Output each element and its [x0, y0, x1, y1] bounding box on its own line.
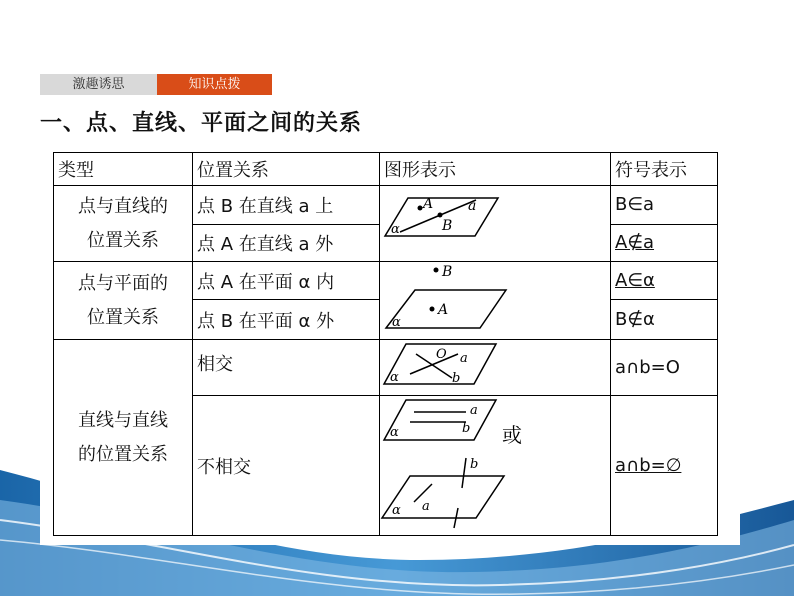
type-line-line-l2: 的位置关系: [78, 443, 168, 465]
label-a: a: [470, 403, 478, 418]
label-a: a: [460, 351, 468, 366]
relation-cell: 相交: [193, 340, 380, 396]
label-alpha: α: [390, 425, 399, 440]
symbol-cell: B∉α: [611, 300, 718, 340]
symbol-cell: a∩b=O: [611, 340, 718, 396]
type-point-plane-l2: 位置关系: [87, 306, 159, 328]
figure-point-plane: [380, 262, 611, 340]
label-a: a: [422, 499, 430, 514]
label-alpha: α: [390, 370, 399, 385]
header-relation: 位置关系: [193, 153, 380, 186]
section-title: 一、点、直线、平面之间的关系: [40, 111, 363, 136]
label-b: b: [470, 457, 479, 472]
type-line-line-l1: 直线与直线: [78, 409, 168, 431]
type-point-line-l2: 位置关系: [87, 229, 159, 251]
symbol-cell-red: A∉a: [611, 224, 718, 261]
header-symbol: 符号表示: [611, 153, 718, 186]
figure-not-intersect-svg: [380, 396, 610, 530]
table-row: [54, 262, 718, 300]
tab-zhishi-dianbo[interactable]: 知识点拨: [157, 74, 272, 95]
header-type: 类型: [54, 153, 193, 186]
symbol-cell-red: a∩b=∅: [611, 396, 718, 536]
figure-intersect: [380, 340, 611, 396]
relation-table: [53, 152, 718, 536]
label-B: B: [442, 218, 453, 234]
figure-point-line-svg: [380, 186, 610, 256]
type-line-line: [54, 340, 193, 536]
table-header-row: [54, 153, 718, 186]
type-point-plane: [54, 262, 193, 340]
type-point-line: [54, 186, 193, 262]
type-point-plane-l1: 点与平面的: [78, 272, 168, 294]
relation-cell: 点 B 在平面 α 外: [193, 300, 380, 340]
relation-cell: 点 A 在平面 α 内: [193, 262, 380, 300]
figure-point-line: [380, 186, 611, 262]
label-A: A: [438, 302, 449, 318]
label-alpha: α: [391, 222, 400, 237]
symbol-cell: B∈a: [611, 186, 718, 225]
label-b: b: [452, 371, 461, 386]
figure-not-intersect: [380, 396, 611, 536]
label-A: A: [423, 196, 434, 212]
label-b: b: [462, 421, 471, 436]
relation-cell: 点 B 在直线 a 上: [193, 186, 380, 225]
header-figure: 图形表示: [380, 153, 611, 186]
symbol-cell-red: A∈α: [611, 262, 718, 300]
figure-point-plane-svg: [380, 262, 610, 334]
relation-cell: 不相交: [193, 396, 380, 536]
label-a: a: [468, 198, 477, 214]
relation-cell: 点 A 在直线 a 外: [193, 224, 380, 261]
figure-intersect-svg: [380, 340, 610, 390]
type-point-line-l1: 点与直线的: [78, 195, 168, 217]
label-alpha: α: [392, 315, 401, 330]
label-alpha: α: [392, 503, 401, 518]
table-row: [54, 340, 718, 396]
tab-jiqu-yousi[interactable]: 激趣诱思: [40, 74, 157, 95]
label-or: 或: [502, 423, 522, 447]
table-row: [54, 186, 718, 225]
label-B: B: [442, 264, 453, 280]
label-O: O: [436, 347, 447, 362]
